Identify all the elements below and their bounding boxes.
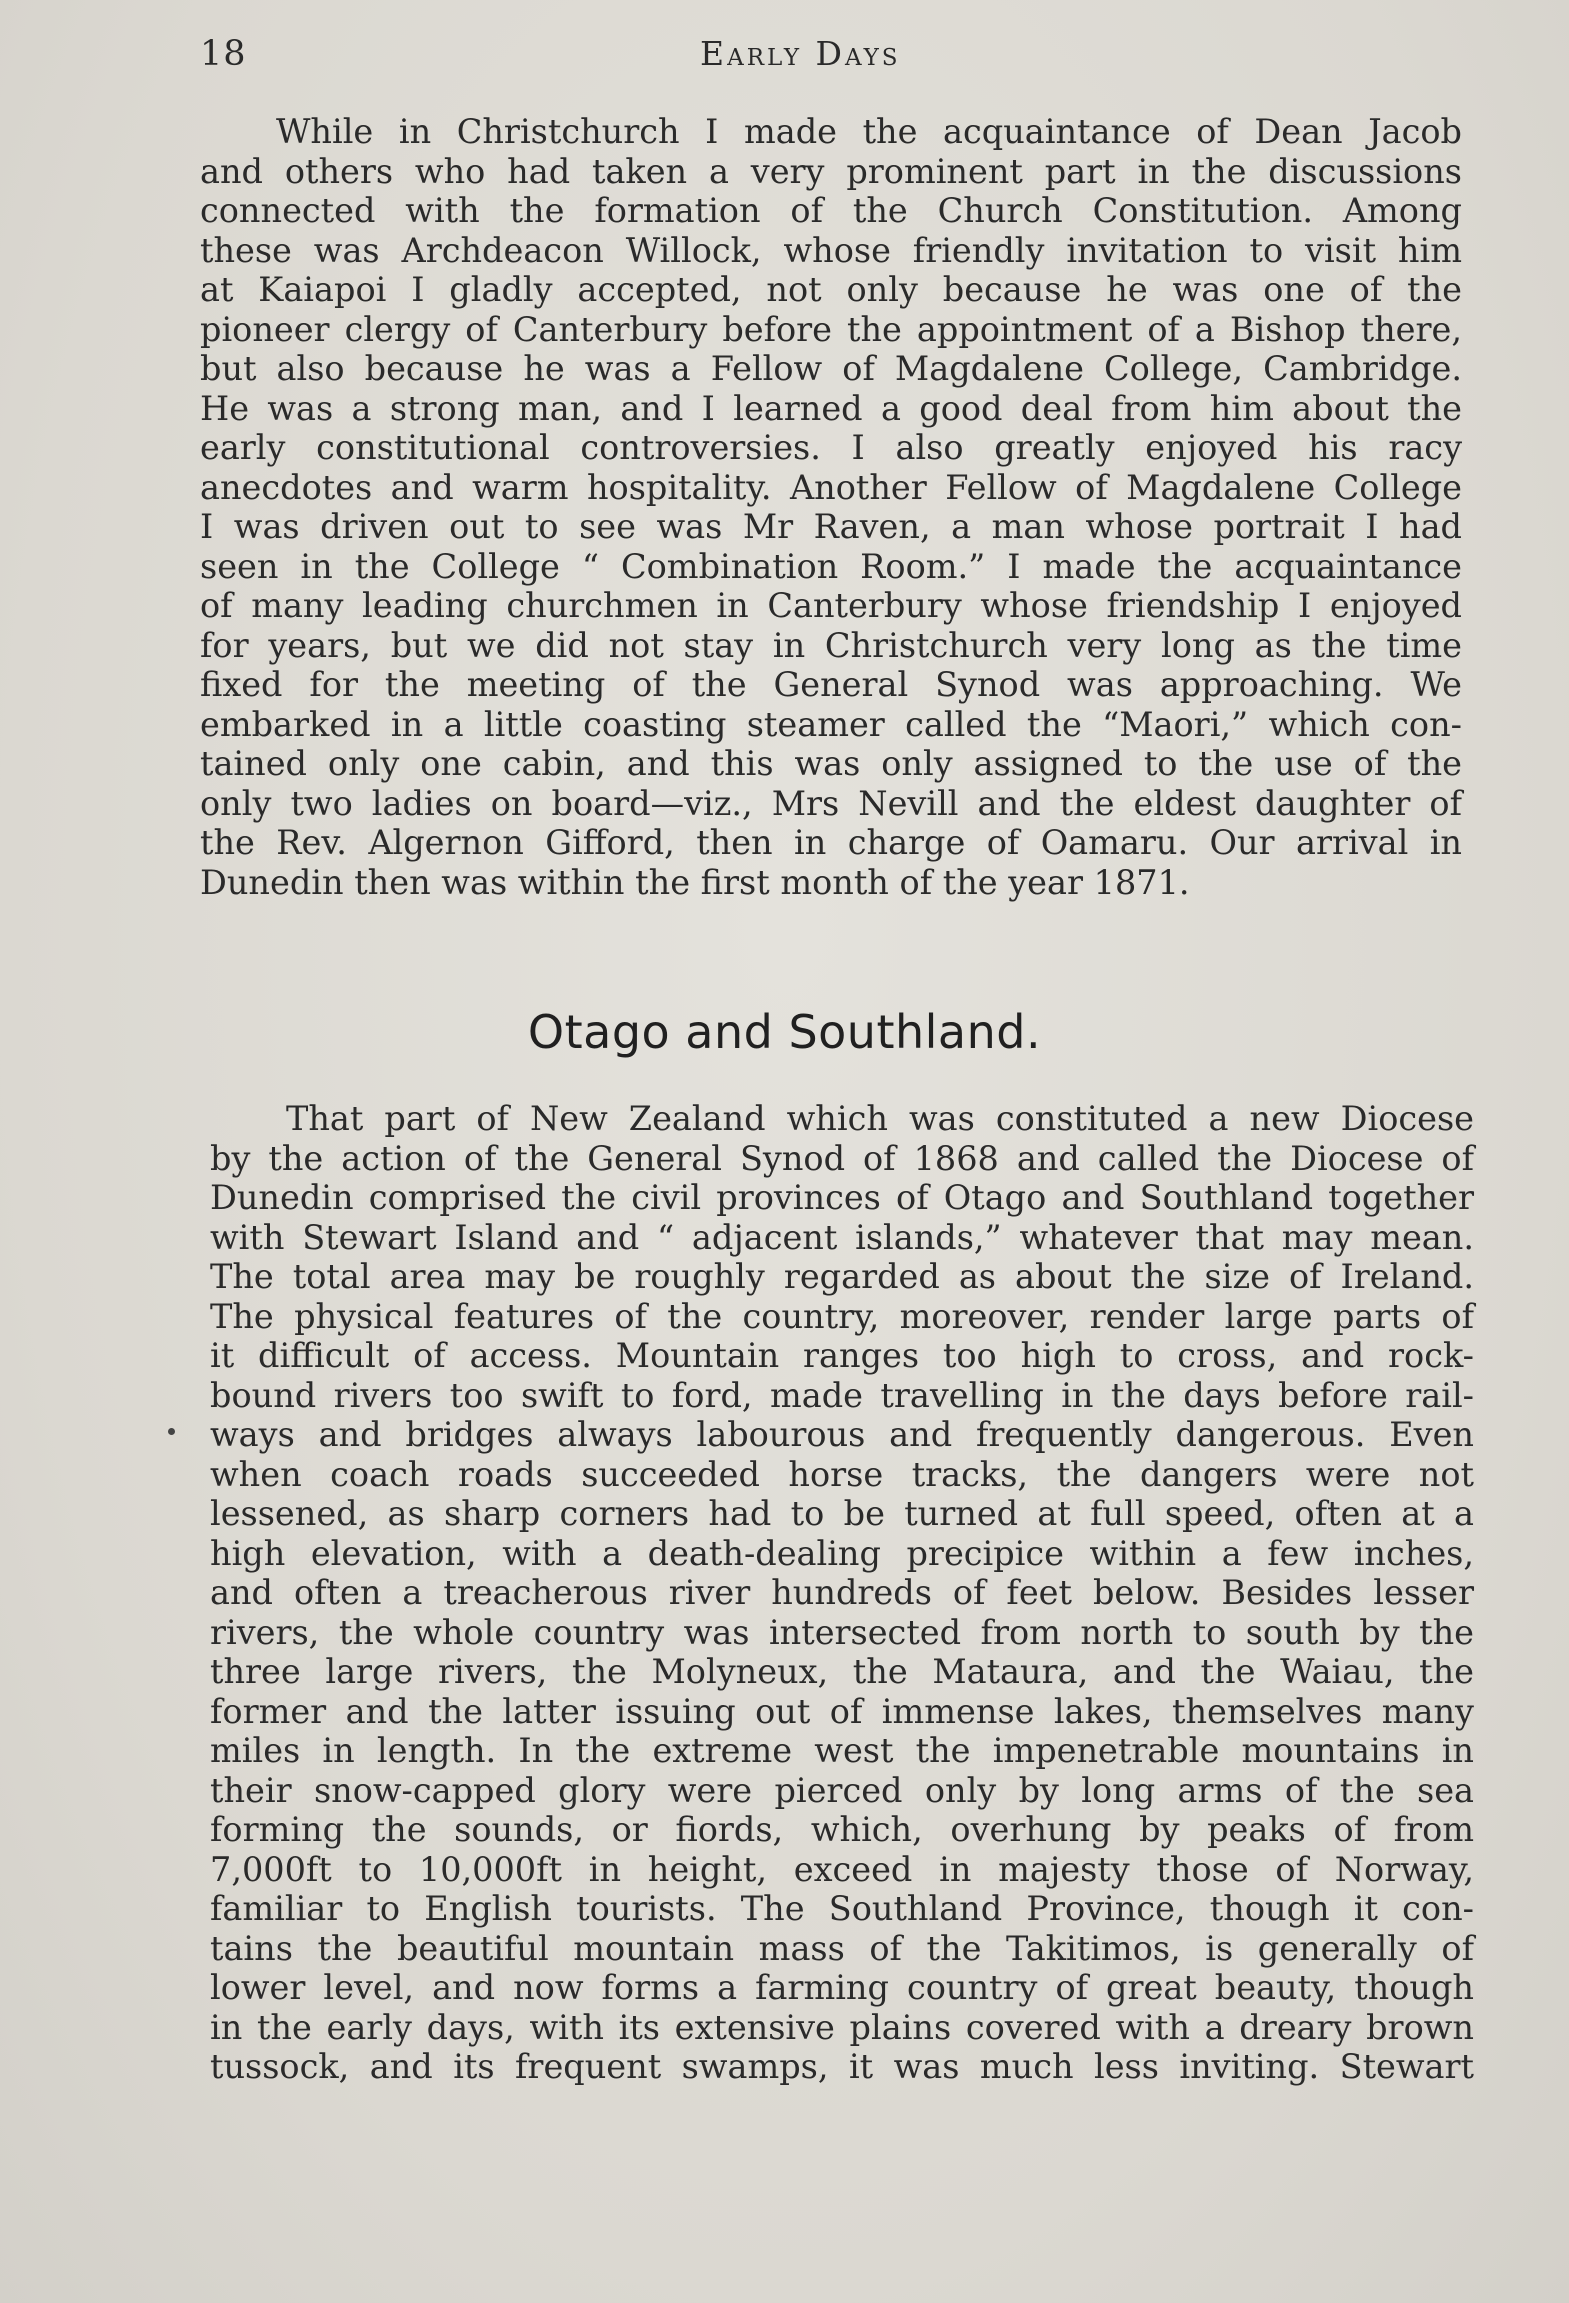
text-line: Dunedin comprised the civil provinces of Otago and Southland together (210, 1178, 1474, 1217)
text-line: The total area may be roughly regarded as about the size of Ireland. (210, 1257, 1474, 1296)
running-title: Early Days (700, 34, 901, 73)
text-line: and often a treacherous river hundreds of feet below. Besides lesser (210, 1573, 1474, 1612)
text-line: miles in length. In the extreme west the impenetrable mountains in (210, 1731, 1474, 1770)
text-line: embarked in a little coasting steamer called the “Maori,” which con- (200, 704, 1462, 744)
text-line: The physical features of the country, moreover, render large parts of (210, 1296, 1474, 1336)
text-line: tains the beautiful mountain mass of the Takitimos, is generally of (210, 1928, 1474, 1968)
text-line: tussock, and its frequent swamps, it was much less inviting. Stewart (210, 2047, 1474, 2086)
text-line: Dunedin then was within the first month of the year 1871. (200, 862, 1190, 902)
text-line: of many leading churchmen in Canterbury whose friendship I enjoyed (200, 586, 1462, 625)
text-line: when coach roads succeeded horse tracks, the dangers were not (210, 1454, 1474, 1494)
text-line: the Rev. Algernon Gifford, then in charge of Oamaru. Our arrival in (200, 823, 1462, 862)
text-line: familiar to English tourists. The Southland Province, though it con- (210, 1889, 1474, 1928)
text-line: tained only one cabin, and this was only assigned to the use of the (200, 744, 1462, 783)
text-line: anecdotes and warm hospitality. Another Fellow of Magdalene College (200, 467, 1462, 507)
text-line: it difficult of access. Mountain ranges too high to cross, and rock- (210, 1336, 1474, 1375)
text-line: at Kaiapoi I gladly accepted, not only because he was one of the (200, 270, 1462, 309)
text-line: rivers, the whole country was intersected from north to south by the (210, 1612, 1474, 1652)
text-line: pioneer clergy of Canterbury before the appointment of a Bishop there, (200, 309, 1462, 349)
text-line: He was a strong man, and I learned a good deal from him about the (200, 388, 1462, 428)
text-line: with Stewart Island and “ adjacent islands,” whatever that may mean. (210, 1217, 1474, 1257)
text-line: I was driven out to see was Mr Raven, a man whose portrait I had (200, 507, 1462, 546)
running-head (200, 34, 1485, 74)
text-line: bound rivers too swift to ford, made travelling in the days before rail- (210, 1375, 1474, 1415)
text-line: and others who had taken a very prominent part in the discussions (200, 151, 1462, 191)
text-line: three large rivers, the Molyneux, the Mataura, and the Waiau, the (210, 1652, 1474, 1691)
text-line: for years, but we did not stay in Christchurch very long as the time (200, 625, 1462, 665)
text-line: high elevation, with a death-dealing precipice within a few inches, (210, 1533, 1474, 1573)
page-number: 18 (200, 34, 247, 74)
text-line: fixed for the meeting of the General Synod was approaching. We (200, 665, 1462, 704)
paragraph-otago-southland (210, 1099, 1474, 2087)
text-line: by the action of the General Synod of 1868 and called the Diocese of (210, 1138, 1474, 1178)
text-line: in the early days, with its extensive plains covered with a dreary brown (210, 2007, 1474, 2047)
paragraph-christchurch (200, 112, 1462, 902)
text-line: ways and bridges always labourous and frequently dangerous. Even (210, 1415, 1474, 1454)
text-line: 7,000ft to 10,000ft in height, exceed in majesty those of Norway, (210, 1849, 1474, 1889)
text-line: former and the latter issuing out of immense lakes, themselves many (210, 1691, 1474, 1731)
text-line: forming the sounds, or fiords, which, overhung by peaks of from (210, 1810, 1474, 1849)
text-line: That part of New Zealand which was constituted a new Diocese (286, 1099, 1474, 1138)
text-line: While in Christchurch I made the acquaintance of Dean Jacob (276, 112, 1462, 151)
text-line: seen in the College “ Combination Room.” I made the acquaintance (200, 546, 1462, 586)
text-line: but also because he was a Fellow of Magdalene College, Cambridge. (200, 349, 1462, 388)
text-line: lower level, and now forms a farming country of great beauty, though (210, 1968, 1474, 2007)
text-line: these was Archdeacon Willock, whose friendly invitation to visit him (200, 230, 1462, 270)
text-line: early constitutional controversies. I also greatly enjoyed his racy (200, 428, 1462, 467)
text-line: connected with the formation of the Church Constitution. Among (200, 191, 1462, 230)
margin-dot-mark (168, 1428, 175, 1435)
text-line: their snow-capped glory were pierced only by long arms of the sea (210, 1770, 1474, 1810)
text-line: only two ladies on board—viz., Mrs Nevill and the eldest daughter of (200, 783, 1462, 823)
text-line: lessened, as sharp corners had to be turned at full speed, often at a (210, 1494, 1474, 1533)
section-heading: Otago and Southland. (527, 1005, 1042, 1059)
